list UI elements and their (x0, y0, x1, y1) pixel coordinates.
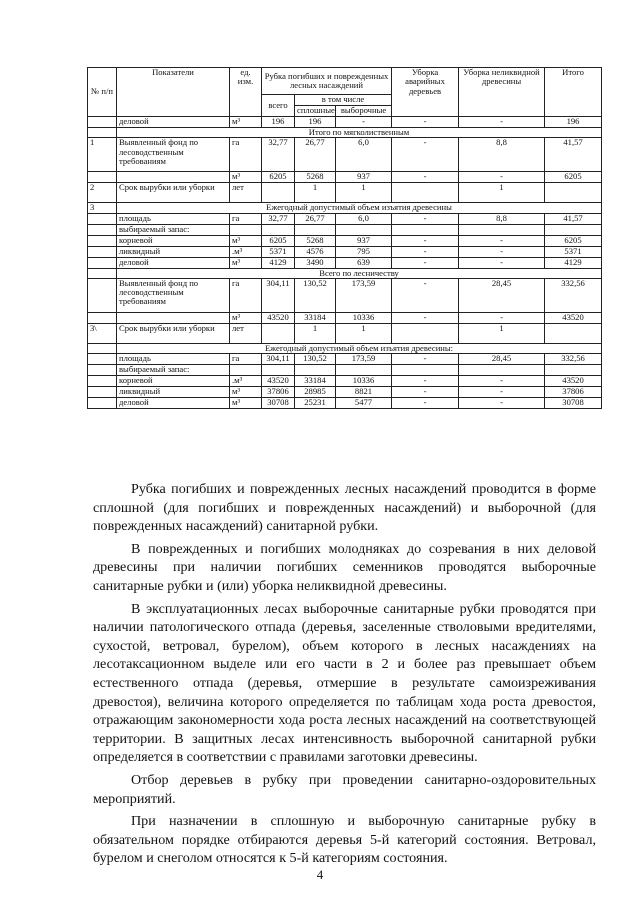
table-cell: выбираемый запас: (117, 224, 230, 235)
table-row (88, 376, 602, 387)
table-cell (88, 343, 117, 353)
table-cell (392, 323, 459, 343)
table-cell: 32,77 (262, 213, 295, 224)
table-cell: - (392, 246, 459, 257)
table-cell: 33184 (295, 376, 336, 387)
table-cell: 41,57 (545, 138, 602, 172)
table-cell: 2 (88, 183, 117, 203)
table-cell: - (392, 387, 459, 398)
table-section-row (88, 203, 602, 213)
table-cell (88, 312, 117, 323)
table-cell (88, 235, 117, 246)
table-cell: - (392, 376, 459, 387)
table-cell: 5371 (545, 246, 602, 257)
table-cell: 3 (88, 203, 117, 213)
table-cell: 28,45 (459, 278, 545, 312)
table-cell (230, 224, 262, 235)
table-cell (295, 224, 336, 235)
table-cell: га (230, 213, 262, 224)
table-cell: Срок вырубки или уборки (117, 323, 230, 343)
table-row (88, 117, 602, 128)
body-text (93, 480, 596, 872)
page-number: 4 (316, 867, 324, 882)
table-cell: Срок вырубки или уборки (117, 183, 230, 203)
table-cell: - (392, 312, 459, 323)
table-cell (459, 365, 545, 376)
table-cell: 196 (545, 117, 602, 128)
header-unit: ед. изм. (230, 68, 262, 117)
table-cell: 10336 (336, 376, 392, 387)
forest-felling-table-wrapper (87, 67, 601, 409)
table-cell: - (392, 278, 459, 312)
table-cell: 37806 (545, 387, 602, 398)
table-cell (88, 224, 117, 235)
table-cell: 304,11 (262, 278, 295, 312)
table-section-title: Ежегодный допустимый объем изъятия древесины (117, 203, 602, 213)
table-cell: м³ (230, 172, 262, 183)
table-cell: 1 (336, 183, 392, 203)
table-cell: .м³ (230, 376, 262, 387)
table-cell: 196 (262, 117, 295, 128)
table-row (88, 172, 602, 183)
table-cell: 43520 (262, 376, 295, 387)
table-cell: 30708 (545, 398, 602, 409)
table-cell: - (392, 138, 459, 172)
table-cell: м³ (230, 117, 262, 128)
table-cell: выбираемый запас: (117, 365, 230, 376)
table-cell: 43520 (545, 376, 602, 387)
header-illiquid: Уборка неликвидной древесины (459, 68, 545, 117)
table-cell: - (459, 312, 545, 323)
table-cell: площадь (117, 213, 230, 224)
table-row (88, 213, 602, 224)
table-section-row (88, 268, 602, 278)
table-cell: 26,77 (295, 213, 336, 224)
table-row (88, 257, 602, 268)
header-felling: Рубка погибших и поврежденных лесных насаждений (262, 68, 392, 95)
table-cell: - (459, 172, 545, 183)
table-cell: 304,11 (262, 354, 295, 365)
table-cell: 37806 (262, 387, 295, 398)
table-row (88, 354, 602, 365)
table-cell: 173,59 (336, 354, 392, 365)
table-cell: 8821 (336, 387, 392, 398)
table-cell: м³ (230, 398, 262, 409)
table-cell: деловой (117, 257, 230, 268)
table-cell (262, 183, 295, 203)
table-cell: - (459, 117, 545, 128)
table-cell: - (459, 246, 545, 257)
table-cell: - (392, 235, 459, 246)
body-paragraph: В поврежденных и погибших молодняках до созревания в них деловой древесины при наличии погибших семенников проводятся выборочные санитарные рубки и (или) уборка неликвидной древесины. (93, 540, 596, 594)
table-section-row (88, 128, 602, 138)
table-cell: га (230, 138, 262, 172)
table-cell (88, 117, 117, 128)
table-cell (88, 387, 117, 398)
table-cell: - (459, 376, 545, 387)
table-cell (88, 246, 117, 257)
table-row (88, 183, 602, 203)
table-cell (295, 365, 336, 376)
table-cell (88, 257, 117, 268)
table-row (88, 312, 602, 323)
table-cell: га (230, 278, 262, 312)
table-cell: 1 (88, 138, 117, 172)
header-num: № п/п (88, 68, 117, 117)
table-cell: 10336 (336, 312, 392, 323)
table-body (88, 117, 602, 409)
table-cell (262, 323, 295, 343)
table-cell: 32,77 (262, 138, 295, 172)
table-cell: м³ (230, 257, 262, 268)
table-cell: 8,8 (459, 213, 545, 224)
table-cell: 937 (336, 172, 392, 183)
table-section-title: Итого по мягколиственным (117, 128, 602, 138)
table-row (88, 398, 602, 409)
table-cell: - (459, 235, 545, 246)
table-cell: 6205 (262, 235, 295, 246)
body-paragraph: В эксплуатационных лесах выборочные санитарные рубки проводятся при наличии патологического отпада (деревья, заселенные стволовыми вредителями, сухостой, ветровал, бурелом), объем которого в лесных насаждениях на лесотаксационном выделе или его части в 2 и более раз превышает объем естественного отпада (деревья, отмершие в результате самоизреживания древостоя), величина которого определяется по таблицам хода роста древостоя, отражающим закономерности хода роста лесных насаждений на соответствующей территории. В защитных лесах интенсивность выборочной санитарной рубки определяется в соответствии с правилами заготовки древесины. (93, 600, 596, 766)
table-cell (262, 224, 295, 235)
table-cell (545, 224, 602, 235)
table-cell: м³ (230, 235, 262, 246)
body-paragraph: Рубка погибших и поврежденных лесных насаждений проводится в форме сплошной (для погибших и поврежденных насаждений) и выборочной (для поврежденных насаждений) санитарной рубки. (93, 481, 596, 535)
table-header (88, 68, 602, 117)
table-cell: - (392, 117, 459, 128)
table-cell (392, 224, 459, 235)
table-cell: - (392, 398, 459, 409)
table-cell (545, 183, 602, 203)
table-cell: лет (230, 323, 262, 343)
table-cell: ликвидный (117, 246, 230, 257)
header-indicator: Показатели (117, 68, 230, 117)
table-cell (230, 365, 262, 376)
table-cell (262, 365, 295, 376)
table-cell (88, 354, 117, 365)
table-cell: ликвидный (117, 387, 230, 398)
table-cell: .м³ (230, 246, 262, 257)
table-cell: 639 (336, 257, 392, 268)
table-cell: 1 (459, 183, 545, 203)
table-cell: 43520 (262, 312, 295, 323)
table-cell: Выявленный фонд по лесоводственным требованиям (117, 278, 230, 312)
table-cell: 937 (336, 235, 392, 246)
table-cell: - (392, 213, 459, 224)
table-row (88, 323, 602, 343)
table-section-title: Ежегодный допустимый объем изъятия древесины: (117, 343, 602, 353)
table-cell: 28,45 (459, 354, 545, 365)
table-cell: 130,52 (295, 278, 336, 312)
table-row (88, 365, 602, 376)
table-cell (459, 224, 545, 235)
header-including: в том числе (295, 95, 392, 106)
table-cell: - (392, 172, 459, 183)
table-cell: 3490 (295, 257, 336, 268)
table-cell: 43520 (545, 312, 602, 323)
table-cell (545, 323, 602, 343)
table-cell: деловой (117, 117, 230, 128)
table-cell: 30708 (262, 398, 295, 409)
table-cell (117, 312, 230, 323)
table-row (88, 235, 602, 246)
table-section-title: Всего по лесничеству (117, 268, 602, 278)
table-row (88, 278, 602, 312)
table-row (88, 246, 602, 257)
table-cell: 5371 (262, 246, 295, 257)
table-cell: 5268 (295, 172, 336, 183)
table-row (88, 224, 602, 235)
table-cell: 196 (295, 117, 336, 128)
header-emergency: Уборка аварийных деревьев (392, 68, 459, 117)
table-cell (88, 268, 117, 278)
table-cell: 5477 (336, 398, 392, 409)
table-row (88, 138, 602, 172)
table-cell: 6205 (545, 172, 602, 183)
table-cell: 25231 (295, 398, 336, 409)
table-cell (117, 172, 230, 183)
table-cell (336, 224, 392, 235)
table-cell (88, 398, 117, 409)
table-cell (336, 365, 392, 376)
table-cell: - (392, 257, 459, 268)
table-cell: - (459, 387, 545, 398)
table-cell: 795 (336, 246, 392, 257)
table-cell: 1 (295, 183, 336, 203)
table-cell: 41,57 (545, 213, 602, 224)
table-cell: м³ (230, 312, 262, 323)
table-cell: 6205 (545, 235, 602, 246)
table-cell: корневой (117, 376, 230, 387)
table-cell: 4129 (545, 257, 602, 268)
table-cell: 5268 (295, 235, 336, 246)
table-cell: 28985 (295, 387, 336, 398)
table-cell: деловой (117, 398, 230, 409)
table-cell (88, 213, 117, 224)
table-cell (392, 365, 459, 376)
table-cell: 332,56 (545, 354, 602, 365)
table-cell (88, 365, 117, 376)
table-cell: - (459, 398, 545, 409)
table-cell: 130,52 (295, 354, 336, 365)
table-cell: 4129 (262, 257, 295, 268)
table-cell: - (459, 257, 545, 268)
table-cell: - (336, 117, 392, 128)
table-cell: 26,77 (295, 138, 336, 172)
table-cell: 1 (459, 323, 545, 343)
table-cell: 3\ (88, 323, 117, 343)
header-clear: сплошные (295, 106, 336, 117)
table-cell: 1 (336, 323, 392, 343)
table-cell (392, 183, 459, 203)
header-selective: выборочные (336, 106, 392, 117)
table-cell: 6,0 (336, 138, 392, 172)
header-all: всего (262, 95, 295, 117)
body-paragraph: При назначении в сплошную и выборочную санитарные рубку в обязательном порядке отбираются деревья 5-й категорий состояния. Ветровал, бурелом и снеголом относятся к 5-й категориям состояния. (93, 813, 596, 867)
table-cell: 332,56 (545, 278, 602, 312)
body-paragraph: Отбор деревьев в рубку при проведении санитарно-оздоровительных мероприятий. (93, 771, 596, 807)
table-cell: - (392, 354, 459, 365)
header-total: Итого (545, 68, 602, 117)
table-cell: 4576 (295, 246, 336, 257)
table-cell (88, 376, 117, 387)
table-cell: лет (230, 183, 262, 203)
table-cell: 173,59 (336, 278, 392, 312)
table-cell: площадь (117, 354, 230, 365)
table-cell: 6,0 (336, 213, 392, 224)
table-section-row (88, 343, 602, 353)
table-cell: га (230, 354, 262, 365)
table-cell: корневой (117, 235, 230, 246)
table-cell: Выявленный фонд по лесоводственным требованиям (117, 138, 230, 172)
table-row (88, 387, 602, 398)
table-cell: 6205 (262, 172, 295, 183)
table-cell: м³ (230, 387, 262, 398)
table-cell (545, 365, 602, 376)
table-cell: 33184 (295, 312, 336, 323)
forest-felling-table (87, 67, 602, 409)
table-cell (88, 128, 117, 138)
table-cell: 8,8 (459, 138, 545, 172)
table-cell (88, 278, 117, 312)
table-cell (88, 172, 117, 183)
table-cell: 1 (295, 323, 336, 343)
